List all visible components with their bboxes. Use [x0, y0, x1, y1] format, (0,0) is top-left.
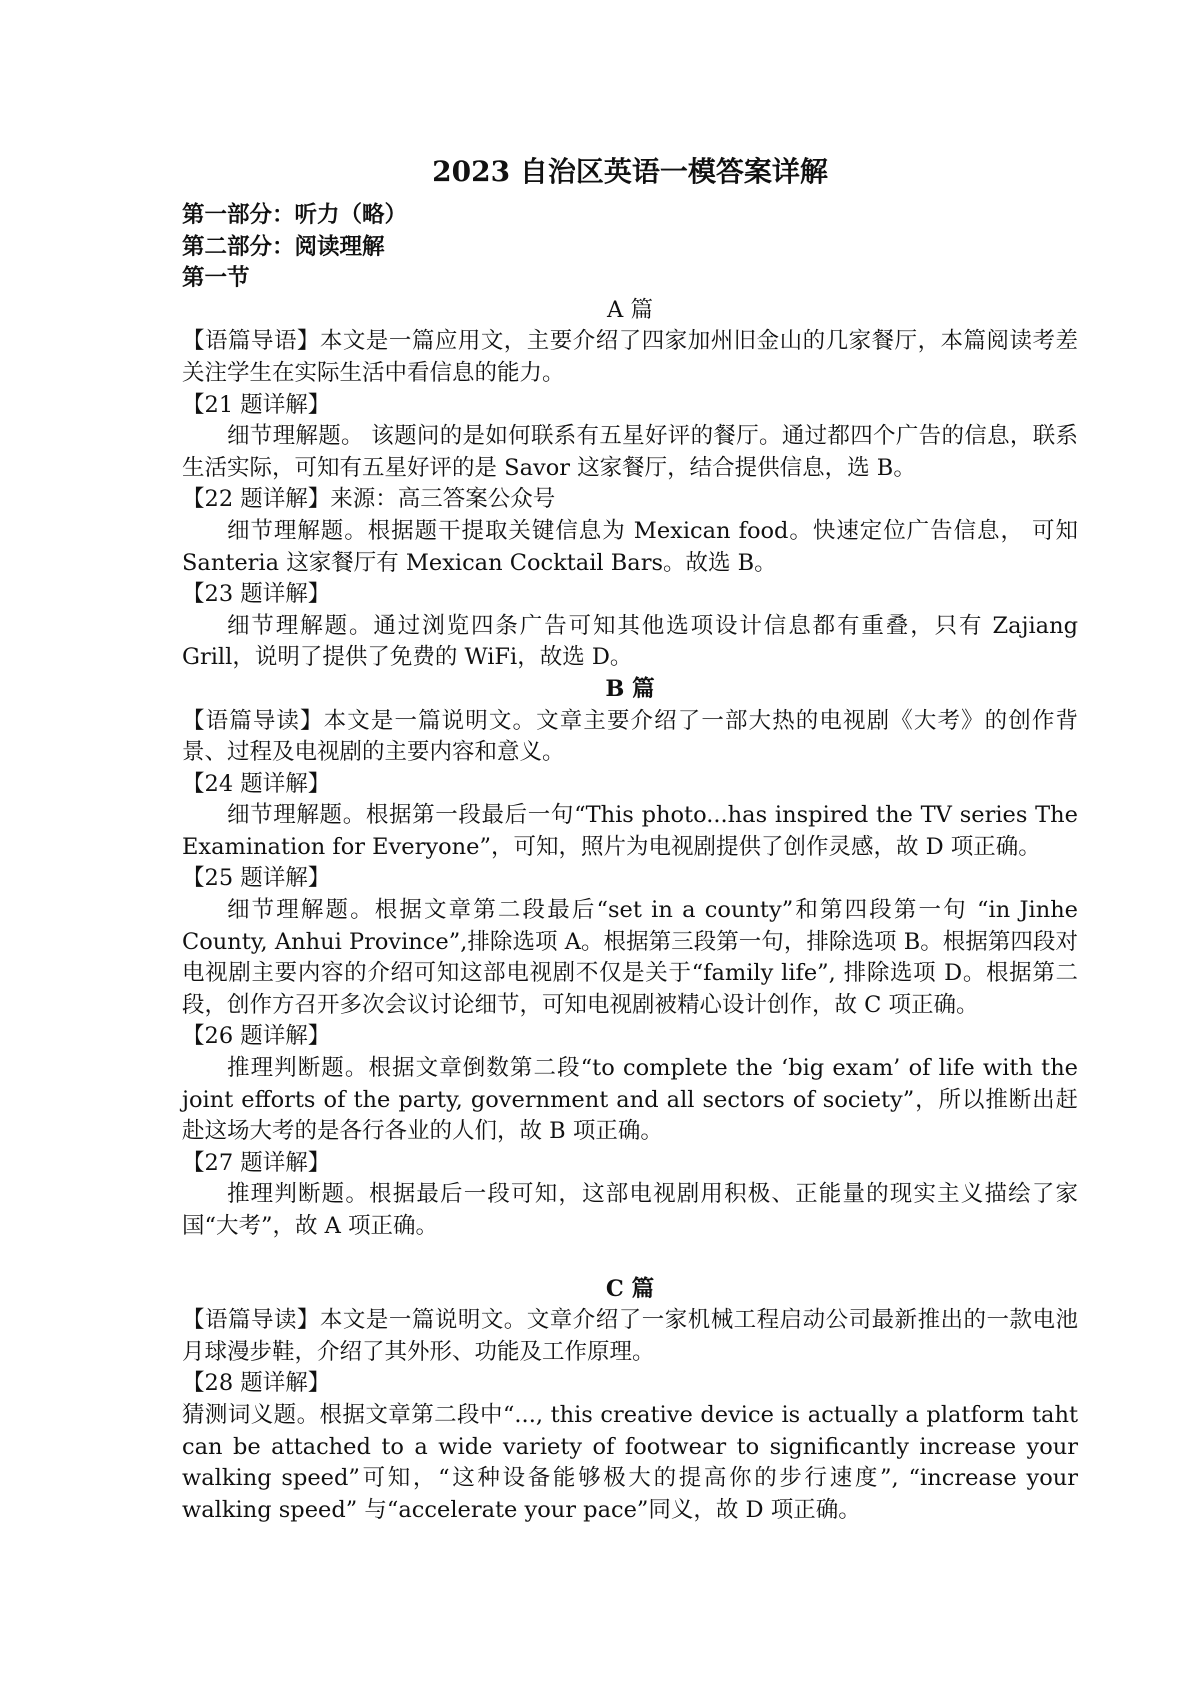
q22-heading-line [182, 484, 1078, 516]
q21-explanation: 细节理解题。 该题问的是如何联系有五星好评的餐厅。通过都四个广告的信息，联系生活实际，可知有五星好评的是 Savor 这家餐厅，结合提供信息，选 B。 [182, 423, 1078, 481]
q24-explanation: 细节理解题。根据第一段最后一句“This photo...has inspired the TV series The Examination for Everyone”，可知，照片为电视剧提供了创作灵感，故 D 项正确。 [182, 802, 1078, 860]
passage-c-intro: 【语篇导读】本文是一篇说明文。文章介绍了一家机械工程启动公司最新推出的一款电池月球漫步鞋，介绍了其外形、功能及工作原理。 [182, 1307, 1078, 1365]
document-page [182, 150, 1078, 1526]
q25-explanation: 细节理解题。根据文章第二段最后“set in a county”和第四段第一句 “in Jinhe County, Anhui Province”,排除选项 A。根据第三段第一句，排除选项 B。根据第四段对电视剧主要内容的介绍可知这部电视剧不仅是关于“family life”, 排除选项 D。根据第二段，创作方召开多次会议讨论细节，可知电视剧被精心设计创作，故 C 项正确。 [182, 897, 1078, 1018]
q21-heading: 【21 题详解】 [182, 391, 331, 418]
document-title: 2023 自治区英语一模答案详解 [432, 155, 828, 188]
passage-b-title: B 篇 [605, 675, 655, 702]
passage-a-intro: 【语篇导语】本文是一篇应用文，主要介绍了四家加州旧金山的几家餐厅，本篇阅读考差关注学生在实际生活中看信息的能力。 [182, 328, 1078, 386]
passage-a-title: A 篇 [607, 296, 653, 323]
part1-heading: 第一部分：听力（略） [182, 202, 408, 228]
q23-explanation: 细节理解题。通过浏览四条广告可知其他选项设计信息都有重叠，只有 Zajiang Grill，说明了提供了免费的 WiFi，故选 D。 [182, 612, 1078, 671]
section1-heading: 第一节 [182, 265, 250, 292]
passage-b-intro: 【语篇导读】本文是一篇说明文。文章主要介绍了一部大热的电视剧《大考》的创作背景、过程及电视剧的主要内容和意义。 [182, 707, 1078, 766]
q24-heading: 【24 题详解】 [182, 770, 331, 797]
q26-heading: 【26 题详解】 [182, 1023, 331, 1050]
q23-heading: 【23 题详解】 [182, 581, 331, 608]
q26-explanation: 推理判断题。根据文章倒数第二段“to complete the ‘big exam’ of life with the joint efforts of the party, government and all sectors of society”，所以推断出赶赴这场大考的是各行各业的人们，故 B 项正确。 [182, 1055, 1078, 1145]
q22-source-note: 来源：高三答案公众号 [330, 486, 556, 513]
q27-explanation: 推理判断题。根据最后一段可知，这部电视剧用积极、正能量的现实主义描绘了家国“大考”，故 A 项正确。 [182, 1181, 1078, 1239]
part2-heading: 第二部分：阅读理解 [182, 233, 385, 260]
q22-explanation: 细节理解题。根据题干提取关键信息为 Mexican food。快速定位广告信息， 可知 Santeria 这家餐厅有 Mexican Cocktail Bars。故选 B。 [182, 517, 1078, 576]
spacer [182, 1243, 1078, 1274]
passage-c-title: C 篇 [605, 1275, 655, 1302]
q28-explanation: 猜测词义题。根据文章第二段中“..., this creative device is actually a platform taht can be attached to a wide variety of footwear to significantly increase your walking speed”可知，“这种设备能够极大的提高你的步行速度”, “increase your walking speed” 与“accelerate your pace”同义，故 D 项正确。 [182, 1401, 1078, 1523]
q25-heading: 【25 题详解】 [182, 865, 331, 892]
q22-heading: 【22 题详解】 [182, 486, 331, 513]
q28-heading: 【28 题详解】 [182, 1370, 331, 1397]
q27-heading: 【27 题详解】 [182, 1149, 331, 1176]
